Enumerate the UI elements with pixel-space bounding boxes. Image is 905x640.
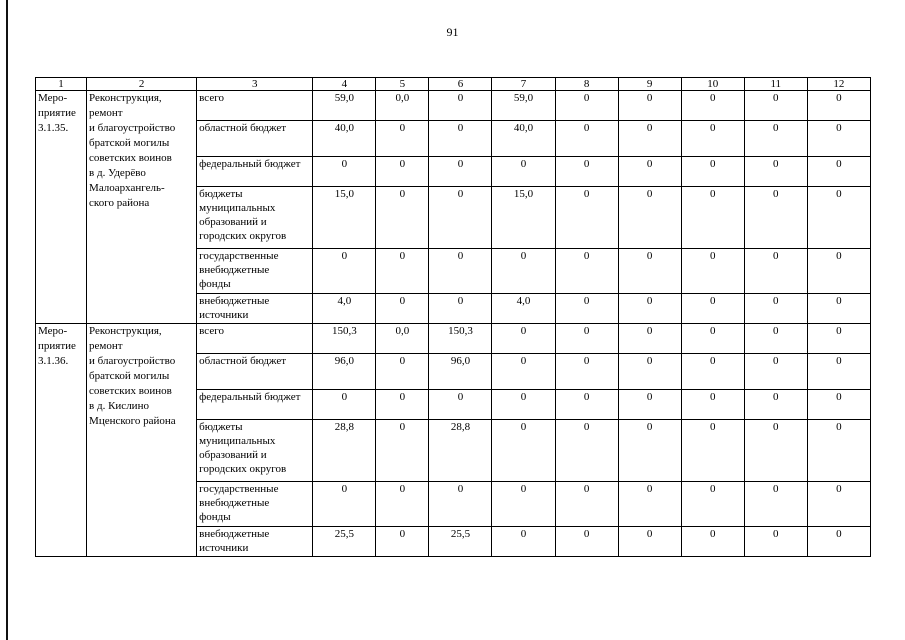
value-cell: 0	[492, 482, 555, 527]
value-cell: 0	[618, 354, 681, 390]
measure-name: Реконструкция, ремонт и благоустройство братской могилы советских воинов в д. Кислино Мценского района	[87, 324, 197, 557]
value-cell: 0	[492, 354, 555, 390]
value-cell: 0	[555, 354, 618, 390]
value-cell: 0	[555, 157, 618, 187]
value-cell: 40,0	[492, 121, 555, 157]
value-cell: 0	[555, 121, 618, 157]
value-cell: 28,8	[313, 420, 376, 482]
value-cell: 0	[376, 354, 429, 390]
value-cell: 0	[492, 157, 555, 187]
value-cell: 0	[376, 187, 429, 249]
column-header: 6	[429, 78, 492, 91]
value-cell: 0	[555, 324, 618, 354]
value-cell: 0	[429, 187, 492, 249]
value-cell: 0	[807, 157, 870, 187]
value-cell: 0	[618, 187, 681, 249]
value-cell: 0	[618, 91, 681, 121]
value-cell: 0	[555, 91, 618, 121]
budget-table	[35, 77, 871, 557]
funding-source: бюджеты муниципальных образований и городских округов	[197, 420, 313, 482]
value-cell: 0	[429, 390, 492, 420]
value-cell: 0	[429, 91, 492, 121]
value-cell: 0	[681, 482, 744, 527]
value-cell: 0	[313, 249, 376, 294]
funding-source: внебюджетные источники	[197, 527, 313, 557]
value-cell: 0	[807, 249, 870, 294]
funding-source: всего	[197, 324, 313, 354]
value-cell: 0	[313, 157, 376, 187]
value-cell: 0	[681, 420, 744, 482]
value-cell: 0	[429, 121, 492, 157]
value-cell: 0	[429, 249, 492, 294]
value-cell: 0,0	[376, 91, 429, 121]
value-cell: 0	[555, 527, 618, 557]
value-cell: 0	[376, 121, 429, 157]
table-row	[36, 91, 871, 121]
page-number: 91	[446, 25, 459, 39]
value-cell: 0	[744, 390, 807, 420]
value-cell: 0	[618, 324, 681, 354]
value-cell: 0,0	[376, 324, 429, 354]
value-cell: 0	[807, 482, 870, 527]
value-cell: 0	[429, 294, 492, 324]
value-cell: 0	[807, 527, 870, 557]
value-cell: 0	[492, 420, 555, 482]
value-cell: 0	[376, 482, 429, 527]
value-cell: 0	[681, 324, 744, 354]
table-body	[36, 91, 871, 557]
value-cell: 0	[681, 91, 744, 121]
value-cell: 15,0	[492, 187, 555, 249]
value-cell: 0	[618, 294, 681, 324]
value-cell: 0	[376, 420, 429, 482]
value-cell: 0	[376, 157, 429, 187]
value-cell: 0	[744, 91, 807, 121]
column-header: 8	[555, 78, 618, 91]
value-cell: 59,0	[313, 91, 376, 121]
funding-source: федеральный бюджет	[197, 390, 313, 420]
value-cell: 0	[744, 157, 807, 187]
value-cell: 0	[744, 482, 807, 527]
column-header: 9	[618, 78, 681, 91]
value-cell: 0	[618, 527, 681, 557]
funding-source: областной бюджет	[197, 121, 313, 157]
value-cell: 0	[681, 121, 744, 157]
column-header: 12	[807, 78, 870, 91]
value-cell: 0	[807, 91, 870, 121]
value-cell: 0	[618, 121, 681, 157]
value-cell: 0	[807, 324, 870, 354]
value-cell: 0	[807, 420, 870, 482]
value-cell: 0	[807, 390, 870, 420]
column-header: 5	[376, 78, 429, 91]
value-cell: 0	[555, 390, 618, 420]
value-cell: 0	[492, 527, 555, 557]
funding-source: государственные внебюджетные фонды	[197, 482, 313, 527]
value-cell: 0	[429, 157, 492, 187]
value-cell: 96,0	[429, 354, 492, 390]
column-header: 11	[744, 78, 807, 91]
value-cell: 0	[744, 249, 807, 294]
funding-source: государственные внебюджетные фонды	[197, 249, 313, 294]
value-cell: 0	[807, 187, 870, 249]
column-header: 1	[36, 78, 87, 91]
value-cell: 0	[807, 121, 870, 157]
funding-source: внебюджетные источники	[197, 294, 313, 324]
column-header: 4	[313, 78, 376, 91]
column-header: 10	[681, 78, 744, 91]
value-cell: 96,0	[313, 354, 376, 390]
value-cell: 0	[744, 420, 807, 482]
value-cell: 0	[376, 294, 429, 324]
value-cell: 0	[313, 390, 376, 420]
value-cell: 0	[555, 249, 618, 294]
column-header: 7	[492, 78, 555, 91]
value-cell: 0	[376, 527, 429, 557]
value-cell: 0	[744, 324, 807, 354]
value-cell: 0	[429, 482, 492, 527]
value-cell: 15,0	[313, 187, 376, 249]
value-cell: 0	[492, 324, 555, 354]
value-cell: 0	[376, 390, 429, 420]
measure-code: Меро- приятие 3.1.36.	[36, 324, 87, 557]
value-cell: 0	[807, 354, 870, 390]
value-cell: 0	[618, 390, 681, 420]
value-cell: 150,3	[313, 324, 376, 354]
funding-source: федеральный бюджет	[197, 157, 313, 187]
value-cell: 0	[555, 187, 618, 249]
value-cell: 25,5	[313, 527, 376, 557]
measure-name: Реконструкция, ремонт и благоустройство братской могилы советских воинов в д. Удерёво Малоархангель- ского района	[87, 91, 197, 324]
funding-source: всего	[197, 91, 313, 121]
value-cell: 0	[744, 294, 807, 324]
value-cell: 0	[492, 390, 555, 420]
value-cell: 150,3	[429, 324, 492, 354]
value-cell: 0	[681, 527, 744, 557]
column-number-row	[36, 78, 871, 91]
value-cell: 0	[744, 354, 807, 390]
value-cell: 0	[681, 354, 744, 390]
funding-source: областной бюджет	[197, 354, 313, 390]
value-cell: 0	[618, 420, 681, 482]
value-cell: 0	[744, 527, 807, 557]
value-cell: 0	[744, 187, 807, 249]
value-cell: 0	[376, 249, 429, 294]
value-cell: 40,0	[313, 121, 376, 157]
value-cell: 0	[681, 294, 744, 324]
value-cell: 0	[681, 390, 744, 420]
column-header: 2	[87, 78, 197, 91]
value-cell: 0	[681, 157, 744, 187]
value-cell: 4,0	[492, 294, 555, 324]
page-edge-rule	[6, 0, 8, 640]
table-row	[36, 324, 871, 354]
value-cell: 28,8	[429, 420, 492, 482]
value-cell: 0	[807, 294, 870, 324]
value-cell: 25,5	[429, 527, 492, 557]
value-cell: 0	[555, 420, 618, 482]
column-header: 3	[197, 78, 313, 91]
value-cell: 0	[681, 187, 744, 249]
value-cell: 0	[313, 482, 376, 527]
value-cell: 0	[744, 121, 807, 157]
funding-source: бюджеты муниципальных образований и городских округов	[197, 187, 313, 249]
value-cell: 0	[555, 482, 618, 527]
value-cell: 4,0	[313, 294, 376, 324]
measure-code: Меро- приятие 3.1.35.	[36, 91, 87, 324]
value-cell: 0	[618, 249, 681, 294]
value-cell: 0	[618, 482, 681, 527]
value-cell: 0	[492, 249, 555, 294]
value-cell: 0	[555, 294, 618, 324]
value-cell: 0	[618, 157, 681, 187]
value-cell: 0	[681, 249, 744, 294]
value-cell: 59,0	[492, 91, 555, 121]
